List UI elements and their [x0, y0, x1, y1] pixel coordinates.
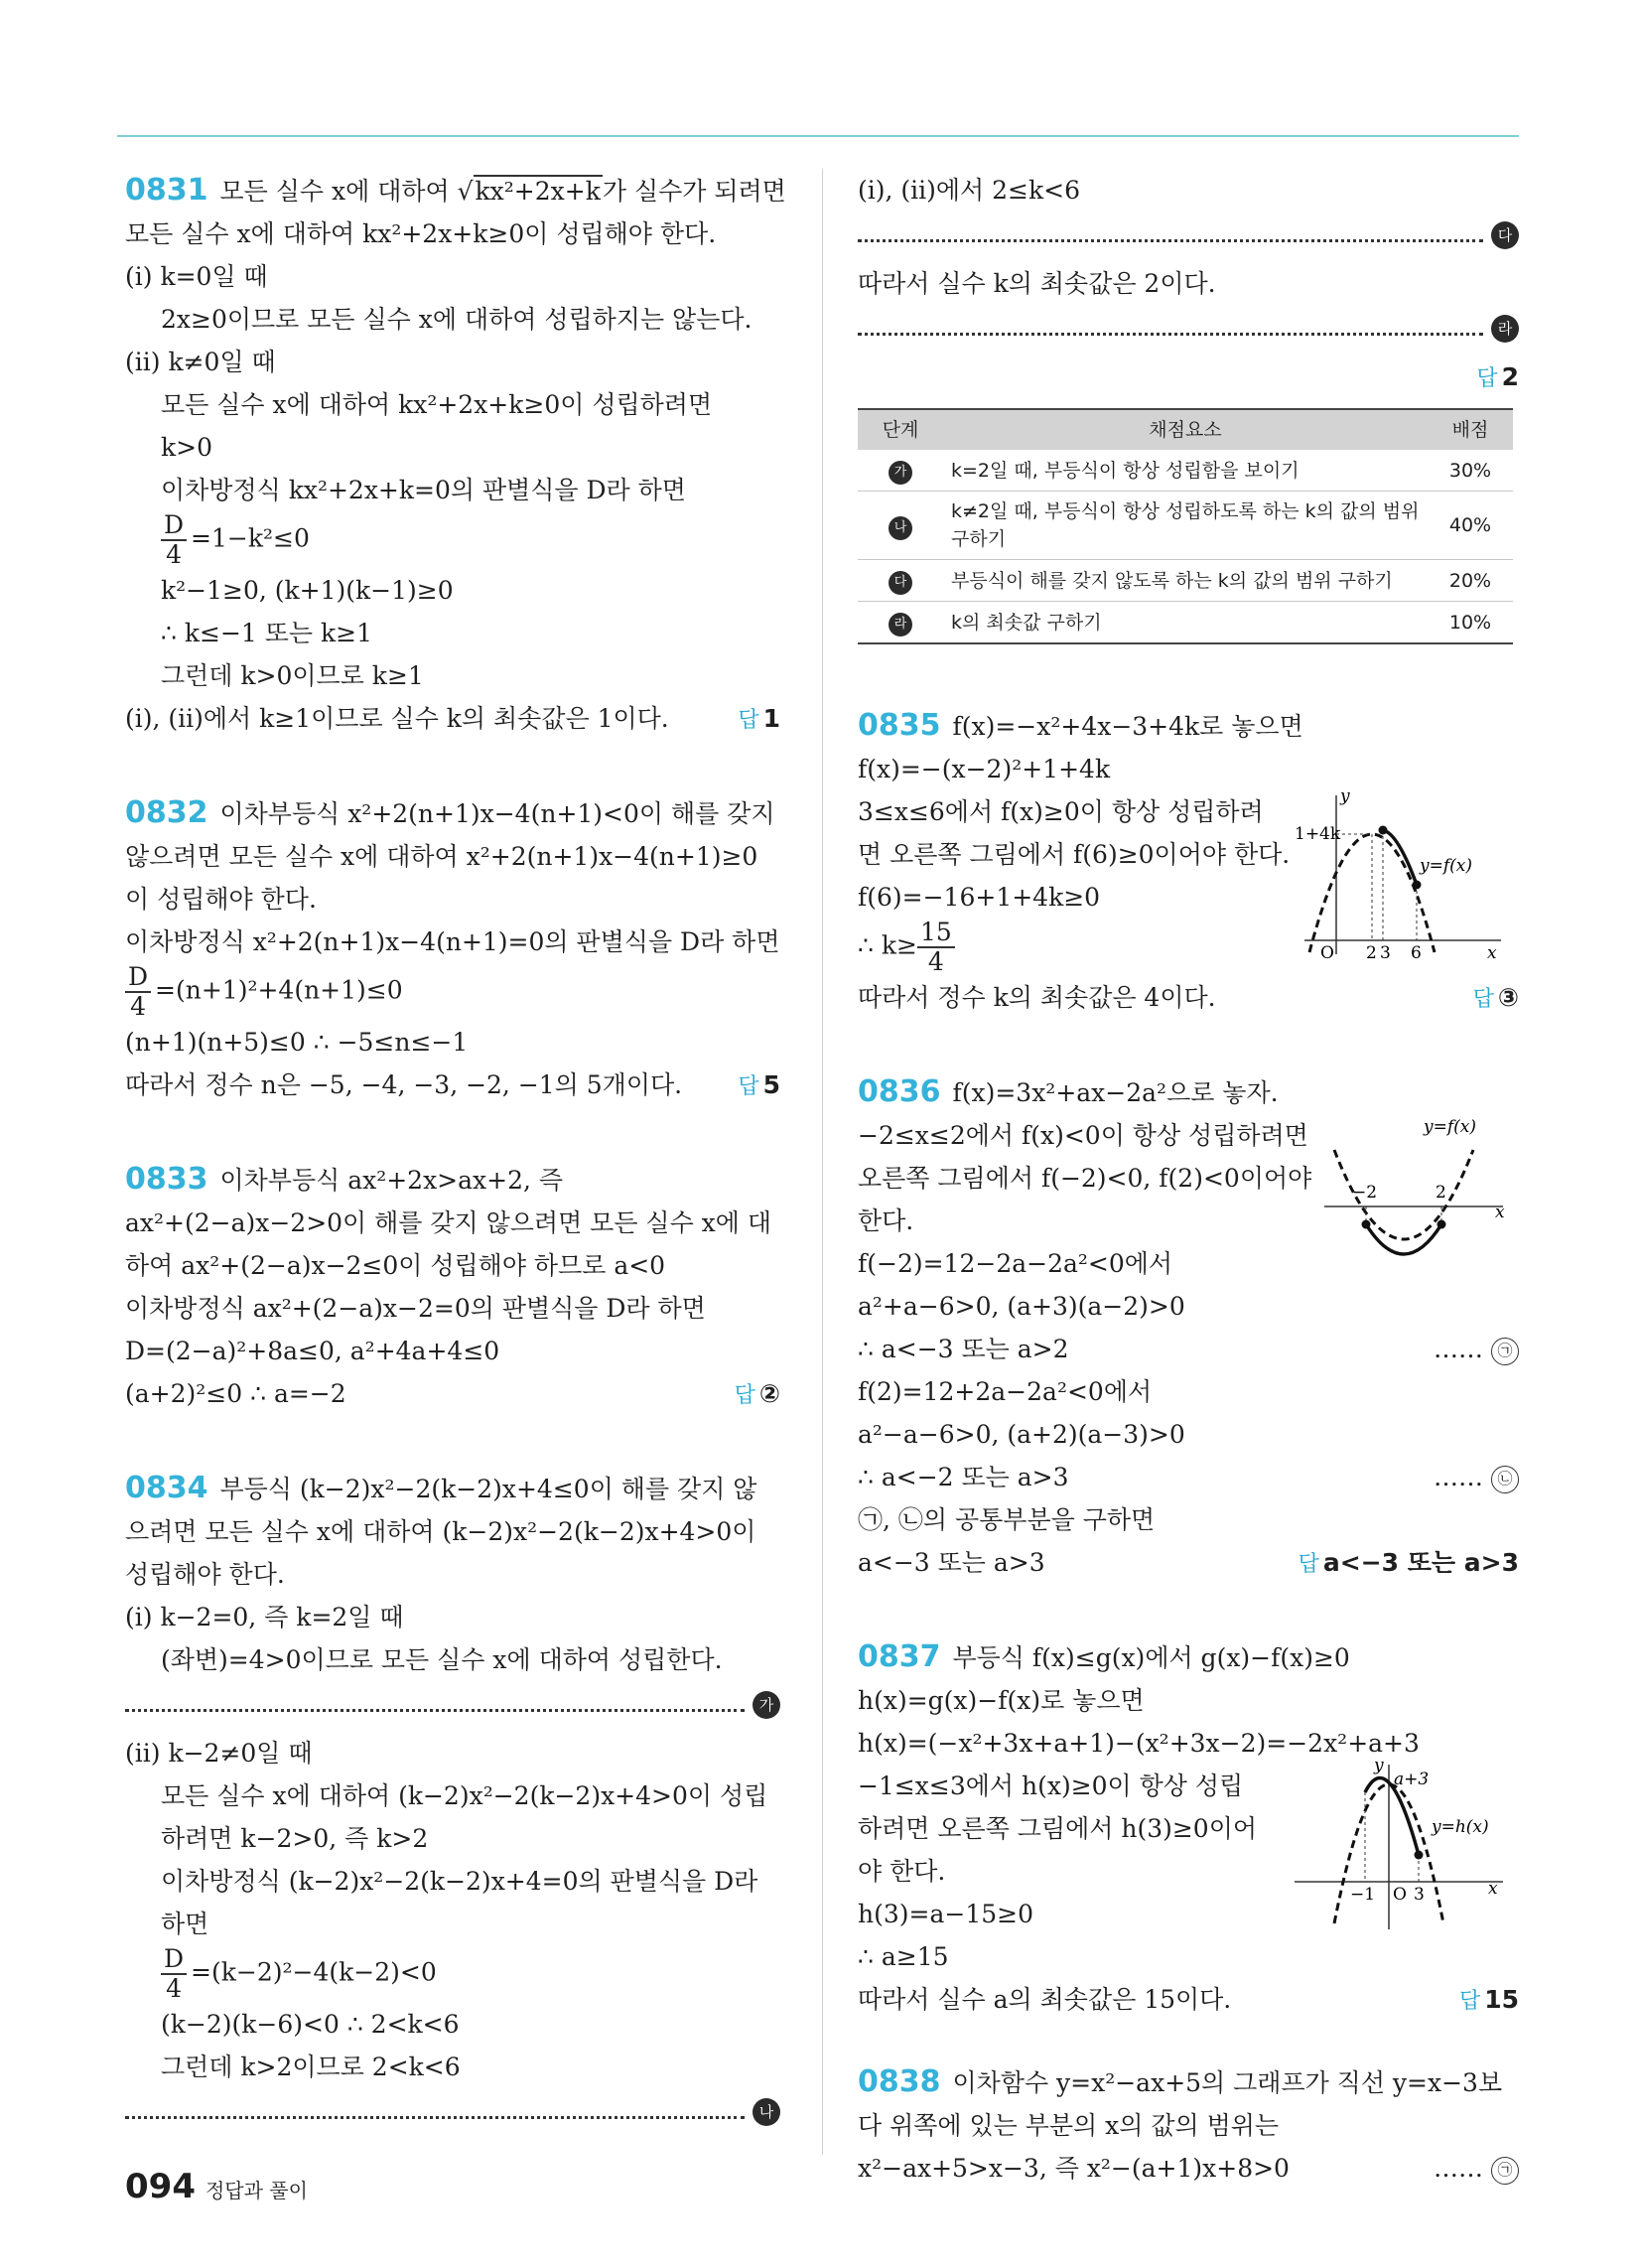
graph-0835	[1295, 783, 1513, 962]
problem-0832: 0832 이차부등식 x²+2(n+1)x−4(n+1)<0이 해를 갖지 않으려면 모든 실수 x에 대하여 x²+2(n+1)x−4(n+1)≥0 이 성립해야 한다. 이차방정식 x²+2(n+1)x−4(n+1)=0의 판별식을 D라 하면 $\frac{D}{4}$ =(n+1)²+4(n+1)≤0 (n+1)(n+5)≤0 ∴ −5≤n≤−1 따라서 정수 n은 −5, −4, −3, −2, −1의 5개이다. 답 5	[125, 791, 780, 1106]
case-heading: (i) k=0일 때	[125, 262, 268, 291]
table-cell: k≠2일 때, 부등식이 항상 성립하도록 하는 k의 값의 범위 구하기	[943, 492, 1428, 560]
step-marker: 나	[753, 2098, 780, 2126]
solution-line: f(6)=−16+1+4k≥0	[858, 883, 1101, 912]
solution-line: D=(2−a)²+8a≤0, a²+4a+4≤0	[125, 1337, 500, 1365]
peak-label: a+3	[1394, 1770, 1430, 1789]
page-footer	[125, 2167, 308, 2206]
solution-line: 성립해야 한다.	[125, 1560, 285, 1589]
conclusion-line: 따라서 정수 k의 최솟값은 4이다. 답 ③	[858, 976, 1519, 1019]
step-marker: 가	[889, 461, 912, 485]
problem-number: 0838	[858, 2064, 941, 2099]
solution-line: 하면	[161, 1910, 209, 1938]
peak-label: 1+4k	[1295, 824, 1341, 844]
step-marker: 나	[889, 516, 912, 540]
table-cell: 40%	[1428, 492, 1513, 560]
curve-solid	[1365, 1778, 1419, 1855]
problem-0833: 0833 이차부등식 ax²+2x>ax+2, 즉 ax²+(2−a)x−2>0이 해를 갖지 않으려면 모든 실수 x에 대 하여 ax²+(2−a)x−2≤0이 성립해야 하므로 a<0 이차방정식 ax²+(2−a)x−2=0의 판별식을 D라 하면 D=(2−a)²+8a≤0, a²+4a+4≤0 (a+2)²≤0 ∴ a=−2 답 ②	[125, 1158, 780, 1415]
left-column	[125, 169, 786, 2139]
conclusion-line: 따라서 정수 n은 −5, −4, −3, −2, −1의 5개이다. 답 5	[125, 1063, 780, 1106]
solution-line: k>0	[161, 433, 213, 462]
table-header: 채점요소	[943, 409, 1428, 450]
solution-line: 모든 실수 x에 대하여 kx²+2x+k≥0이 성립하려면	[161, 390, 713, 419]
problem-0836: y=f(x) x −2 2 0836 f(x)=3x²+ax−2a²으로 놓자. −2≤x≤2에서 f(x)<0이 항상 성립하려면 오른쪽 그림에서 f(−2)<0, f(2)<0이어야 한다. f(−2)=12−2a−2a²<0에서 a²+a−6>0, (a+3)(a−2)>0 ∴ a<−3 또는 a>2 …… ㉠ f(2)=12+2a−2a²<0에서 a²−a−6>0, (a+2)(a−3)>0 ∴ a<−2 또는 a>3 …… ㉡ ㉠, ㉡의 공통부분을 구하면 a<−3 또는 a>3 답 a<−3 또는 a>3	[858, 1070, 1519, 1584]
solution-line: f(−2)=12−2a−2a²<0에서	[858, 1249, 1173, 1278]
conclusion-line: a<−3 또는 a>3 답 a<−3 또는 a>3	[858, 1541, 1519, 1584]
answer: 답 5	[738, 1070, 780, 1099]
step-separator	[858, 219, 1513, 244]
right-column	[858, 169, 1519, 2190]
answer-line	[858, 355, 1519, 400]
case-heading: (ii) k−2≠0일 때	[125, 1739, 313, 1768]
curve-label: y=f(x)	[1424, 1117, 1476, 1137]
solution-line: 이차방정식 ax²+(2−a)x−2=0의 판별식을 D라 하면	[125, 1294, 706, 1323]
solution-line: (좌변)=4>0이므로 모든 실수 x에 대하여 성립한다.	[161, 1645, 723, 1674]
footer-title: 정답과 풀이	[205, 2179, 308, 2202]
solution-line: k²−1≥0, (k+1)(k−1)≥0	[161, 576, 454, 605]
step-separator	[125, 1689, 774, 1714]
point	[1362, 1220, 1371, 1229]
fraction: $\frac{D}{4}$	[161, 511, 187, 569]
radicand: kx²+2x+k	[475, 177, 601, 206]
point	[1379, 826, 1388, 835]
solution-line: 이차방정식 (k−2)x²−2(k−2)x+4=0의 판별식을 D라	[161, 1867, 758, 1896]
problem-number: 0837	[858, 1639, 941, 1674]
problem-0834-continued	[858, 169, 1519, 644]
problem-number: 0832	[125, 795, 208, 830]
answer: 답 ③	[1472, 983, 1519, 1012]
answer: 답 a<−3 또는 a>3	[1298, 1548, 1519, 1577]
curve-dashed	[1309, 834, 1435, 952]
answer: 답 2	[1476, 362, 1519, 391]
table-cell: 30%	[1428, 450, 1513, 492]
table-cell: 20%	[1428, 560, 1513, 602]
solution-line: (i), (ii)에서 2≤k<6	[858, 176, 1080, 205]
solution-line: 오른쪽 그림에서 f(−2)<0, f(2)<0이어야	[858, 1164, 1312, 1193]
solution-line: 이 성립해야 한다.	[125, 885, 317, 914]
solution-line: 다 위쪽에 있는 부분의 x의 값의 범위는	[858, 2111, 1280, 2140]
point	[1437, 1220, 1446, 1229]
solution-line: 한다.	[858, 1206, 914, 1235]
step-marker: 다	[889, 571, 912, 595]
solution-line: 3≤x≤6에서 f(x)≥0이 항상 성립하려	[858, 797, 1264, 826]
x-label: x	[1495, 1203, 1505, 1222]
tick-label: −1	[1350, 1885, 1376, 1905]
step-marker: 라	[1491, 315, 1519, 343]
problem-0831: 0831 모든 실수 x에 대하여 √kx²+2x+k가 실수가 되려면 모든 실수 x에 대하여 kx²+2x+k≥0이 성립해야 한다. (i) k=0일 때 2x≥0이므로 모든 실수 x에 대하여 성립하지는 않는다. (ii) k≠0일 때 모든 실수 x에 대하여 kx²+2x+k≥0이 성립하려면 k>0 이차방정식 kx²+2x+k=0의 판별식을 D라 하면 $\frac{D}{4}$ =1−k²≤0 k²−1≥0, (k+1)(k−1)≥0 ∴ k≤−1 또는 k≥1 그런데 k>0이므로 k≥1 (i), (ii)에서 k≥1이므로 실수 k의 최솟값은 1이다. 답 1	[125, 169, 780, 740]
solution-line: ∴ a≥15	[858, 1942, 949, 1971]
curve-label: y=f(x)	[1420, 856, 1472, 876]
table-row	[858, 602, 1513, 644]
fraction-line: $\frac{D}{4}$ =(n+1)²+4(n+1)≤0	[125, 963, 780, 1021]
fraction-line: ∴ k≥ $\frac{15}{4}$	[858, 919, 1519, 976]
page-number: 094	[125, 2167, 196, 2206]
problem-0837: y a+3 y=h(x) x −1 O 3 0837 부등식 f(x)≤g(x)에서 g(x)−f(x)≥0 h(x)=g(x)−f(x)로 놓으면 h(x)=(−x²+3x+a+1)−(x²+3x−2)=−2x²+a+3 −1≤x≤3에서 h(x)≥0이 항상 성립 하려면 오른쪽 그림에서 h(3)≥0이어 야 한다. h(3)=a−15≥0 ∴ a≥15 따라서 실수 a의 최솟값은 15이다. 답 15	[858, 1635, 1519, 2021]
solution-line: 2x≥0이므로 모든 실수 x에 대하여 성립하지는 않는다.	[161, 305, 753, 334]
tick-label: 6	[1411, 943, 1422, 962]
fraction: $\frac{D}{4}$	[125, 963, 151, 1021]
solution-line: ax²+(2−a)x−2>0이 해를 갖지 않으려면 모든 실수 x에 대	[125, 1208, 772, 1237]
answer: 답 1	[738, 704, 780, 733]
column-divider	[822, 169, 823, 2155]
solution-line: 않으려면 모든 실수 x에 대하여 x²+2(n+1)x−4(n+1)≥0	[125, 842, 758, 871]
answer: 답 ②	[734, 1379, 780, 1408]
step-separator	[125, 2096, 774, 2121]
top-rule	[117, 135, 1519, 137]
scoring-table	[858, 408, 1513, 644]
conclusion-line: 따라서 실수 a의 최솟값은 15이다. 답 15	[858, 1978, 1519, 2021]
table-cell: 부등식이 해를 갖지 않도록 하는 k의 값의 범위 구하기	[943, 560, 1428, 602]
problem-0835: y x 1+4k y=f(x) O 2 3 6 0835 f(x)=−x²+4x−3+4k로 놓으면 f(x)=−(x−2)²+1+4k 3≤x≤6에서 f(x)≥0이 항상 성립하려 면 오른쪽 그림에서 f(6)≥0이어야 한다. f(6)=−16+1+4k≥0 ∴ k≥ $\frac{15}{4}$ 따라서 정수 k의 최솟값은 4이다. 답 ③	[858, 704, 1519, 1019]
solution-line: 면 오른쪽 그림에서 f(6)≥0이어야 한다.	[858, 840, 1291, 869]
y-label: y	[1374, 1756, 1384, 1775]
case-heading: (i) k−2=0, 즉 k=2일 때	[125, 1603, 404, 1631]
table-row	[858, 492, 1513, 560]
step-marker: 가	[753, 1691, 780, 1719]
table-row	[858, 560, 1513, 602]
problem-number: 0835	[858, 708, 941, 743]
problem-number: 0831	[125, 173, 208, 208]
solution-line: 야 한다.	[858, 1857, 946, 1886]
problem-number: 0834	[125, 1471, 208, 1505]
origin-label: O	[1320, 943, 1334, 962]
circled-label: ㉠	[1491, 2157, 1519, 2185]
solution-line: f(x)=−(x−2)²+1+4k	[858, 755, 1111, 783]
answer: 답 15	[1458, 1985, 1519, 2014]
origin-label: O	[1393, 1885, 1407, 1905]
solution-line: 하여 ax²+(2−a)x−2≤0이 성립해야 하므로 a<0	[125, 1251, 666, 1280]
solution-line: a²−a−6>0, (a+2)(a−3)>0	[858, 1420, 1185, 1449]
point	[1413, 881, 1422, 890]
circled-label: ㉡	[1491, 1466, 1519, 1493]
solution-line: −2≤x≤2에서 f(x)<0이 항상 성립하려면	[858, 1121, 1308, 1150]
solution-line: 하려면 k−2>0, 즉 k>2	[161, 1824, 429, 1853]
conclusion-line: (a+2)²≤0 ∴ a=−2 답 ②	[125, 1372, 780, 1415]
solution-line: 하려면 오른쪽 그림에서 h(3)≥0이어	[858, 1814, 1258, 1843]
solution-line: 그런데 k>2이므로 2<k<6	[161, 2053, 461, 2081]
solution-line: (n+1)(n+5)≤0 ∴ −5≤n≤−1	[125, 1028, 469, 1057]
curve-label: y=h(x)	[1432, 1817, 1489, 1837]
fraction: $\frac{D}{4}$	[161, 1945, 187, 2003]
solution-line: 따라서 실수 k의 최솟값은 2이다.	[858, 269, 1216, 298]
fraction-line: $\frac{D}{4}$ =1−k²≤0	[125, 511, 780, 569]
solution-line: 모든 실수 x에 대하여 (k−2)x²−2(k−2)x+4>0이 성립	[161, 1781, 768, 1810]
step-separator	[858, 313, 1513, 338]
graph-0836	[1324, 1110, 1513, 1269]
tick-label: 2	[1436, 1183, 1446, 1203]
tick-label: 2	[1366, 943, 1377, 962]
problem-number: 0833	[125, 1162, 208, 1197]
step-marker: 다	[1491, 221, 1519, 249]
x-label: x	[1487, 943, 1497, 962]
curve-solid	[1383, 830, 1417, 885]
y-label: y	[1340, 786, 1350, 806]
table-cell: k의 최솟값 구하기	[943, 602, 1428, 644]
tick-label: 3	[1414, 1885, 1425, 1905]
fraction-line: $\frac{D}{4}$ =(k−2)²−4(k−2)<0	[125, 1945, 780, 2003]
solution-line: h(3)=a−15≥0	[858, 1900, 1033, 1928]
solution-line: 이차방정식 kx²+2x+k=0의 판별식을 D라 하면	[161, 476, 686, 504]
solution-line: 으려면 모든 실수 x에 대하여 (k−2)x²−2(k−2)x+4>0이	[125, 1517, 756, 1546]
fraction: $\frac{15}{4}$	[917, 919, 955, 976]
solution-line: f(2)=12+2a−2a²<0에서	[858, 1377, 1153, 1406]
solution-line: h(x)=(−x²+3x+a+1)−(x²+3x−2)=−2x²+a+3	[858, 1729, 1420, 1758]
conclusion-line: (i), (ii)에서 k≥1이므로 실수 k의 최솟값은 1이다. 답 1	[125, 697, 780, 740]
solution-line: 그런데 k>0이므로 k≥1	[161, 661, 424, 690]
solution-line: (k−2)(k−6)<0 ∴ 2<k<6	[161, 2010, 460, 2039]
point	[1415, 1851, 1424, 1860]
tick-label: 3	[1380, 943, 1391, 962]
problem-0838: 0838 이차함수 y=x²−ax+5의 그래프가 직선 y=x−3보 다 위쪽에 있는 부분의 x의 값의 범위는 x²−ax+5>x−3, 즉 x²−(a+1)x+8>0 …… ㉠	[858, 2060, 1519, 2190]
table-cell: k=2일 때, 부등식이 항상 성립함을 보이기	[943, 450, 1428, 492]
solution-line: a²+a−6>0, (a+3)(a−2)>0	[858, 1292, 1185, 1321]
problem-0834: 0834 부등식 (k−2)x²−2(k−2)x+4≤0이 해를 갖지 않 으려면 모든 실수 x에 대하여 (k−2)x²−2(k−2)x+4>0이 성립해야 한다. (i) k−2=0, 즉 k=2일 때 (좌변)=4>0이므로 모든 실수 x에 대하여 성립한다. 가 (ii) k−2≠0일 때 모든 실수 x에 대하여 (k−2)x²−2(k−2)x+4>0이 성립 하려면 k−2>0, 즉 k>2 이차방정식 (k−2)x²−2(k−2)x+4=0의 판별식을 D라 하면 $\frac{D}{4}$ =(k−2)²−4(k−2)<0 (k−2)(k−6)<0 ∴ 2<k<6 그런데 k>2이므로 2<k<6 나	[125, 1467, 780, 2119]
x-label: x	[1488, 1879, 1498, 1899]
solution-line: h(x)=g(x)−f(x)로 놓으면	[858, 1686, 1145, 1715]
table-cell: 10%	[1428, 602, 1513, 644]
solution-line: ∴ k≤−1 또는 k≥1	[161, 619, 372, 647]
case-heading: (ii) k≠0일 때	[125, 348, 276, 376]
step-marker: 라	[889, 613, 912, 637]
solution-line: ㉠, ㉡의 공통부분을 구하면	[858, 1505, 1156, 1534]
solution-line: −1≤x≤3에서 h(x)≥0이 항상 성립	[858, 1772, 1244, 1800]
solution-line: 모든 실수 x에 대하여 kx²+2x+k≥0이 성립해야 한다.	[125, 219, 717, 248]
table-header: 단계	[858, 409, 943, 450]
tick-label: −2	[1352, 1183, 1378, 1203]
solution-line: ∴ a<−3 또는 a>2 …… ㉠	[858, 1328, 1519, 1370]
circled-label: ㉠	[1491, 1338, 1519, 1365]
solution-line: x²−ax+5>x−3, 즉 x²−(a+1)x+8>0 …… ㉠	[858, 2147, 1519, 2190]
graph-0837	[1295, 1755, 1513, 1933]
solution-line: ∴ a<−2 또는 a>3 …… ㉡	[858, 1456, 1519, 1498]
table-row	[858, 450, 1513, 492]
table-header: 배점	[1428, 409, 1513, 450]
problem-number: 0836	[858, 1074, 941, 1109]
solution-line: 이차방정식 x²+2(n+1)x−4(n+1)=0의 판별식을 D라 하면	[125, 927, 780, 956]
